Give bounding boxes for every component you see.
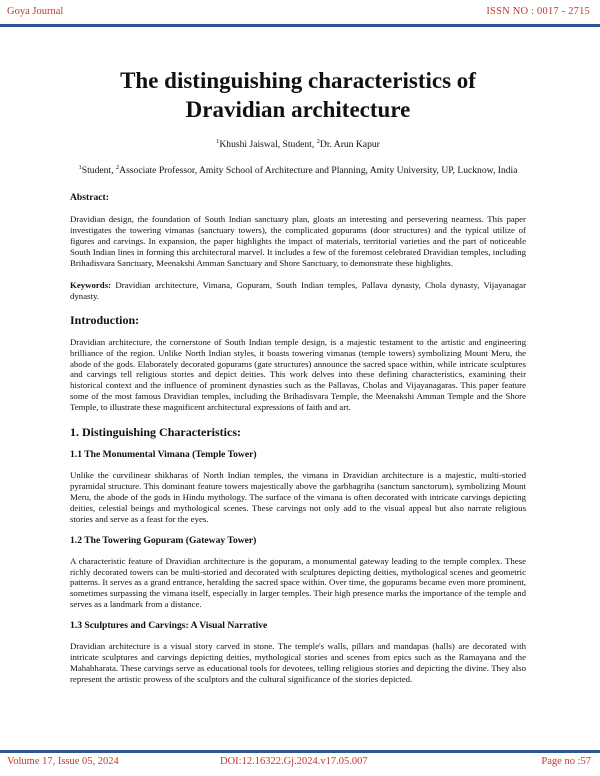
abstract-text: Dravidian design, the foundation of South Indian sanctuary plan, gloats an interesting and persevering nearness. This paper investigates the towering vimanas (sanctuary towers), the complicated gopurams (door structures) and the typical utilize of figures and carvings. In expansion, the paper highlights the impact of materials, territorial varieties and the part of noticeable South Indian lines in forming this architectural marvel. It includes a few of the foremost celebrated Dravidian temples, including Brihadisvara Sanctuary, Meenakshi Amman Sanctuary and Shore Sanctuary, to demonstrate these highlights. bbox=[70, 214, 526, 268]
subsection-1-2-heading: 1.2 The Towering Gopuram (Gateway Tower) bbox=[70, 534, 257, 546]
author1-superscript: 1 bbox=[216, 138, 220, 145]
affil-part-2: Associate Professor, Amity School of Architecture and Planning, Amity University, UP, Lucknow, India bbox=[119, 165, 518, 177]
title-line-1: The distinguishing characteristics of bbox=[120, 68, 476, 93]
paper-title bbox=[70, 66, 526, 124]
page-number: Page no :57 bbox=[541, 756, 591, 767]
doi: DOI:12.16322.Gj.2024.v17.05.007 bbox=[220, 756, 368, 767]
affil-superscript-1: 1 bbox=[78, 164, 82, 172]
author-list bbox=[70, 138, 526, 150]
affiliation bbox=[70, 162, 526, 177]
footer-rule bbox=[0, 750, 600, 753]
title-line-2: Dravidian architecture bbox=[185, 97, 411, 122]
author-1: Khushi Jaiswal, Student, bbox=[219, 139, 317, 151]
affil-part-1: Student, bbox=[81, 165, 116, 177]
paper-body bbox=[70, 66, 526, 685]
subsection-1-3-text: Dravidian architecture is a visual story carved in stone. The temple's walls, pillars and mandapas (halls) are decorated with intricate sculptures and carvings depicting deities, mythological stories and scenes from epics such as the Ramayana and the Mahabharata. These carvings serve as educational tools for devotees, telling religious stories and depicting the divine. They also represent the artistic prowess of the sculptors and the cultural significance of the stories depicted. bbox=[70, 641, 526, 684]
keywords bbox=[70, 280, 526, 302]
affil-superscript-2: 2 bbox=[115, 164, 120, 172]
author2-superscript: 2 bbox=[316, 138, 320, 145]
section-1-heading: 1. Distinguishing Characteristics: bbox=[70, 425, 241, 440]
volume-issue: Volume 17, Issue 05, 2024 bbox=[7, 756, 119, 767]
introduction-text: Dravidian architecture, the cornerstone of South Indian temple design, is a majestic testament to the artistic and engineering brilliance of the region. Unlike North Indian styles, it boasts towering vimanas (temple towers) symbolizing Mount Meru, the abode of the gods. Elaborately decorated gopurams (gate structures) announce the sacred space within, while intricate sculptures and carvings tell religious stories and depict deities. This work delves into these defining characteristics, examining their historical context and the influence of prominent dynasties such as the Pallavas, Cholas and Vijayanagaras. This paper feature some of the most famous Dravidian temples, including the Brihadisvara Temple, the Meenakshi Amman Temple and the Shore Temple, to illustrate these magnificent architectural expressions of faith and art. bbox=[70, 336, 526, 413]
subsection-1-1-text: Unlike the curvilinear shikharas of North Indian temples, the vimana in Dravidian architecture is a majestic, multi-storied pyramidal structure. This dominant feature towers majestically above the garbhagriha (sanctum sanctorum), symbolizing Mount Meru, the abode of the gods in Hindu mythology. The surface of the vimana is often decorated with intricate carvings depicting deities, celestial beings and mythological scenes. These carvings not only add to the visual appeal but also narrate religious stories and serve as a feast for the eyes. bbox=[70, 470, 526, 524]
keywords-label: Keywords: bbox=[70, 279, 112, 290]
keywords-text: Dravidian architecture, Vimana, Gopuram, South Indian temples, Pallava dynasty, Chola dynasty, Vijayanagar dynasty. bbox=[70, 279, 526, 301]
subsection-1-3-heading: 1.3 Sculptures and Carvings: A Visual Narrative bbox=[70, 620, 268, 632]
issn-number: ISSN NO : 0017 - 2715 bbox=[486, 6, 590, 17]
author-2: Dr. Arun Kapur bbox=[319, 139, 380, 151]
subsection-1-1-heading: 1.1 The Monumental Vimana (Temple Tower) bbox=[70, 449, 257, 461]
abstract-heading: Abstract: bbox=[70, 192, 109, 204]
journal-name: Goya Journal bbox=[7, 6, 64, 17]
header-rule bbox=[0, 24, 600, 27]
subsection-1-2-text: A characteristic feature of Dravidian architecture is the gopuram, a monumental gateway leading to the temple complex. These richly decorated towers can be multi-storied and decorated with sculptures depicting deities, mythological scenes and geometric patterns. It serves as a grand entrance, heralding the sacred space within. Over time, the gopurams became even more prominent, sometimes surpassing the vimana itself, especially in larger temples. Their high presence marks the importance of the temple and serves as a landmark from a distance. bbox=[70, 555, 526, 610]
introduction-heading: Introduction: bbox=[70, 312, 140, 327]
